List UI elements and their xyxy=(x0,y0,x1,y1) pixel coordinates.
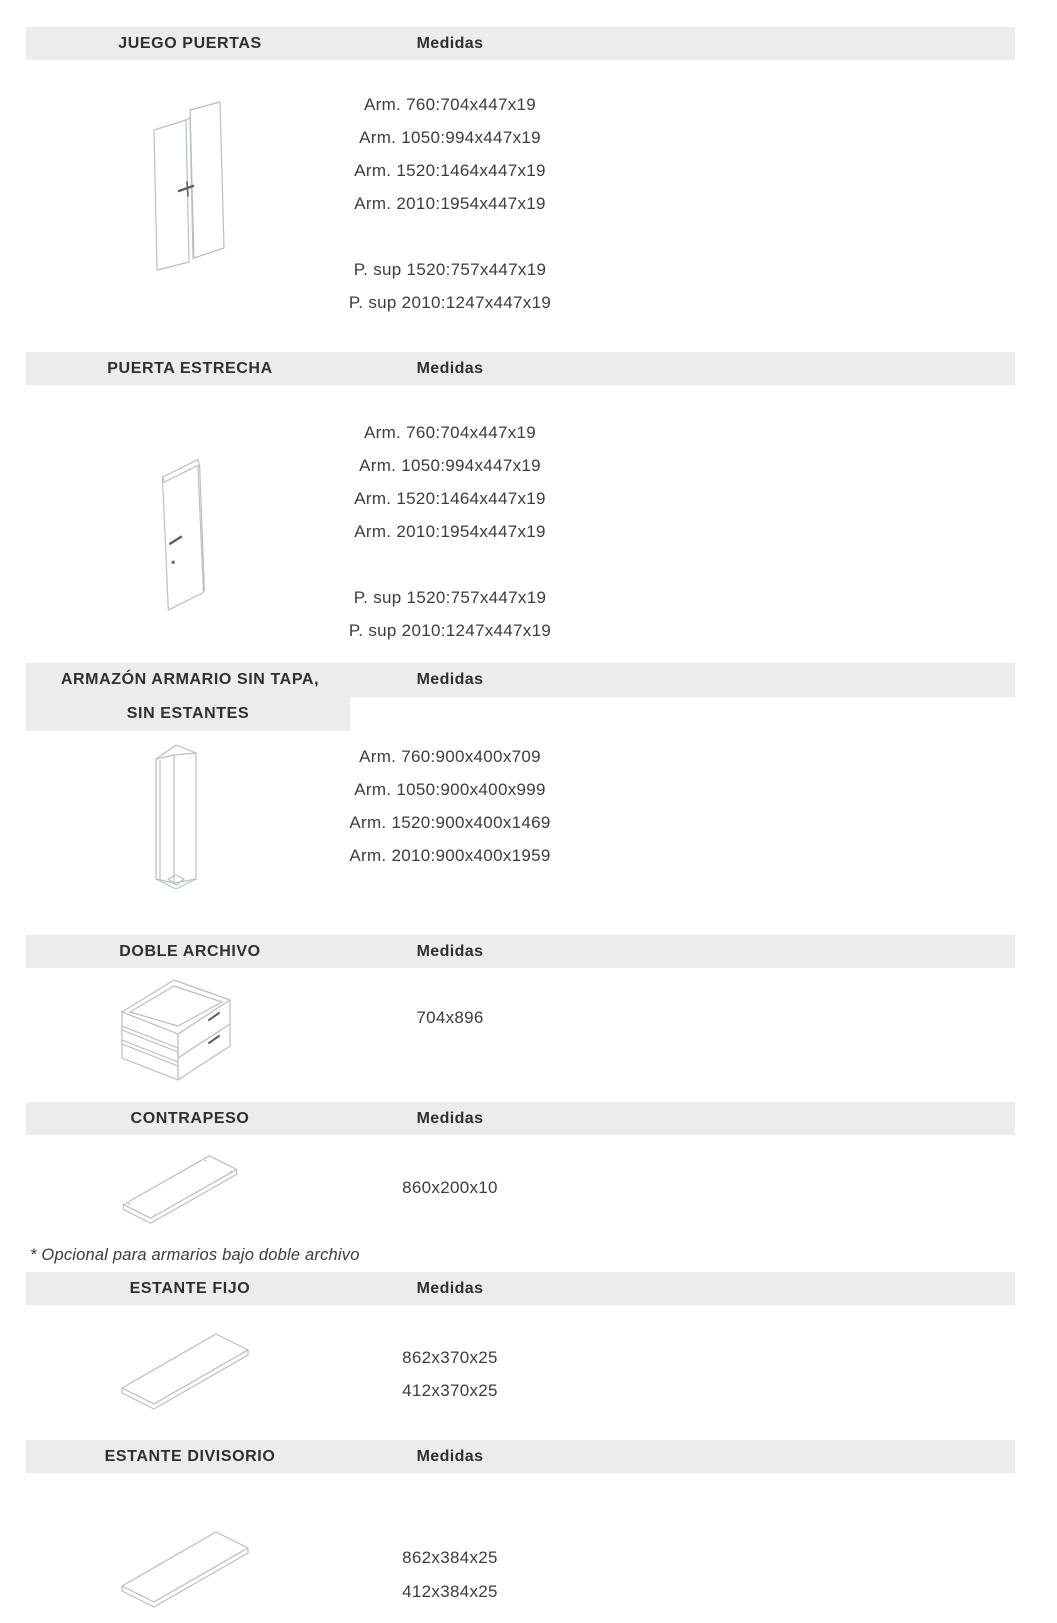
measurements-estante-divisorio xyxy=(306,1541,594,1609)
measure-line: 704x896 xyxy=(416,1008,484,1027)
section-title: ESTANTE FIJO xyxy=(129,1280,251,1297)
measure-line: 862x384x25 xyxy=(402,1548,498,1567)
measure-line: Arm. 1050:994x447x19 xyxy=(359,456,541,475)
section-header-estante-fijo xyxy=(26,1272,1015,1305)
measure-line: P. sup 2010:1247x447x19 xyxy=(348,621,552,640)
measure-line: Arm. 1520:1464x447x19 xyxy=(354,161,546,180)
measure-line: Arm. 1050:994x447x19 xyxy=(359,128,541,147)
measure-line: Arm. 1520:900x400x1469 xyxy=(349,813,551,832)
measure-line: P. sup 1520:757x447x19 xyxy=(353,588,547,607)
measurements-estante-fijo xyxy=(306,1341,594,1407)
footnote-optional-note: * Opcional para armarios bajo doble archivo xyxy=(30,1246,360,1264)
medidas-header: Medidas xyxy=(416,1280,484,1297)
medidas-header: Medidas xyxy=(416,943,484,960)
measure-line: Arm. 760:704x447x19 xyxy=(363,95,537,114)
measure-line: Arm. 2010:1954x447x19 xyxy=(354,194,546,213)
fixed-shelf-icon xyxy=(118,1326,252,1416)
measure-line: 862x370x25 xyxy=(402,1348,498,1367)
section-title: JUEGO PUERTAS xyxy=(118,35,262,52)
section-header-estante-divisorio xyxy=(26,1440,1015,1473)
measure-line: 860x200x10 xyxy=(402,1178,498,1197)
double-drawer-icon xyxy=(116,970,238,1090)
measurements-juego-puertas xyxy=(306,88,594,319)
measure-line: 412x370x25 xyxy=(402,1381,498,1400)
section-title-line2: SIN ESTANTES xyxy=(26,697,350,731)
section-title: PUERTA ESTRECHA xyxy=(107,360,273,377)
medidas-header: Medidas xyxy=(416,360,484,377)
measure-line: Arm. 760:704x447x19 xyxy=(363,423,537,442)
section-header-armazon xyxy=(26,663,1015,697)
section-header-contrapeso xyxy=(26,1102,1015,1135)
double-doors-icon xyxy=(146,96,230,276)
measure-line: P. sup 1520:757x447x19 xyxy=(353,260,547,279)
section-title: ARMAZÓN ARMARIO SIN TAPA, xyxy=(60,671,320,688)
medidas-header: Medidas xyxy=(416,35,484,52)
section-title: DOBLE ARCHIVO xyxy=(119,943,261,960)
counterweight-panel-icon xyxy=(118,1148,242,1230)
measure-line: 412x384x25 xyxy=(402,1582,498,1601)
section-title: ESTANTE DIVISORIO xyxy=(104,1448,276,1465)
measurements-contrapeso xyxy=(306,1171,594,1205)
medidas-header: Medidas xyxy=(416,671,484,688)
measure-line: P. sup 2010:1247x447x19 xyxy=(348,293,552,312)
measure-line: Arm. 1520:1464x447x19 xyxy=(354,489,546,508)
section-header-puerta-estrecha xyxy=(26,352,1015,385)
section-header-doble-archivo xyxy=(26,935,1015,968)
divider-shelf-icon xyxy=(118,1524,252,1614)
medidas-header: Medidas xyxy=(416,1448,484,1465)
medidas-header: Medidas xyxy=(416,1110,484,1127)
measure-line: Arm. 2010:1954x447x19 xyxy=(354,522,546,541)
measurements-puerta-estrecha xyxy=(306,416,594,647)
section-header-juego-puertas xyxy=(26,27,1015,60)
cabinet-frame-icon xyxy=(146,733,212,889)
measure-line: Arm. 2010:900x400x1959 xyxy=(349,846,551,865)
measure-line: Arm. 760:900x400x709 xyxy=(359,747,541,766)
measurements-doble-archivo xyxy=(306,1001,594,1035)
narrow-door-icon xyxy=(150,446,214,612)
measure-line: Arm. 1050:900x400x999 xyxy=(354,780,546,799)
section-title: CONTRAPESO xyxy=(130,1110,250,1127)
measurements-armazon xyxy=(306,740,594,872)
